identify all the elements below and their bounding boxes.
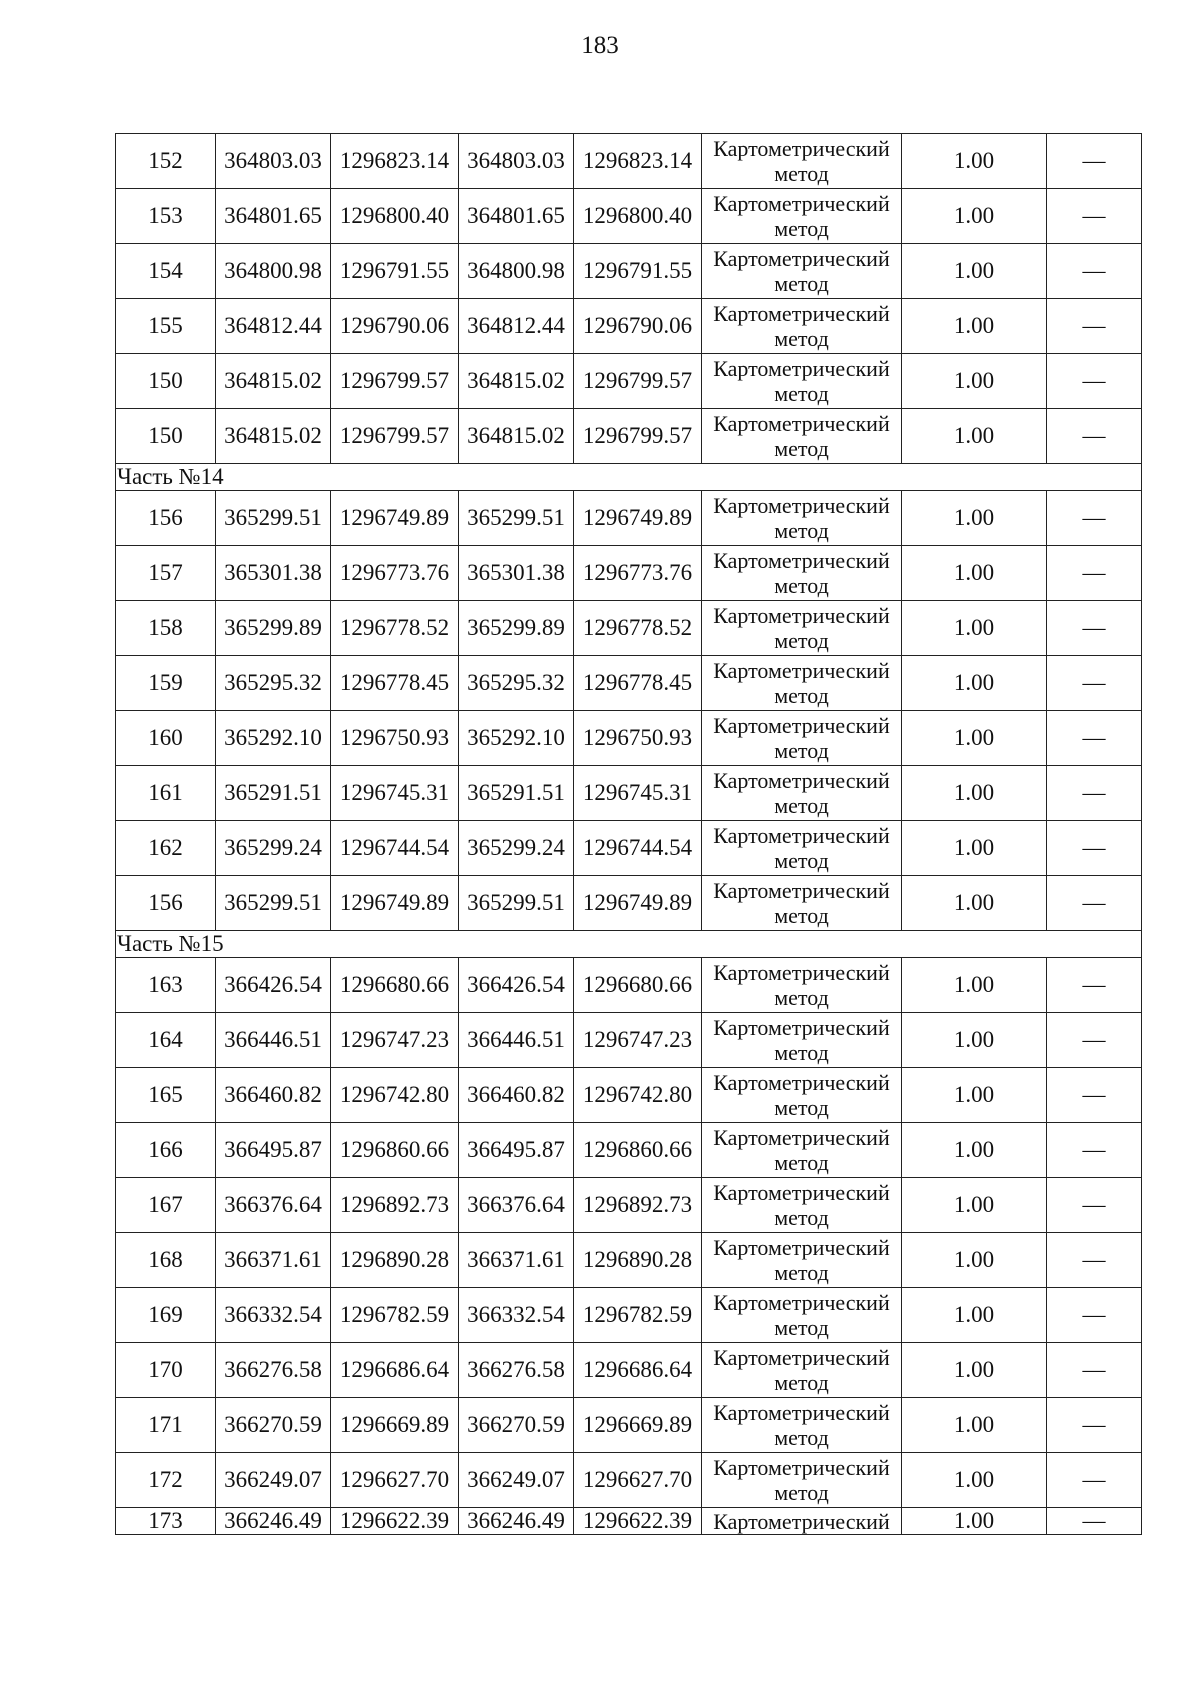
y-existing-cell: 1296790.06: [331, 299, 459, 354]
method-line-2: метод: [774, 326, 829, 351]
part-label: Часть №15: [116, 931, 1142, 958]
y-refined-cell: 1296799.57: [574, 354, 702, 409]
table-body: [116, 134, 1142, 1535]
table-row: [116, 1068, 1142, 1123]
y-existing-cell: 1296799.57: [331, 354, 459, 409]
method-line-2: метод: [774, 216, 829, 241]
dash-cell: —: [1047, 546, 1142, 601]
accuracy-cell: 1.00: [902, 354, 1047, 409]
table-row: [116, 299, 1142, 354]
method-line-2: метод: [774, 683, 829, 708]
y-existing-cell: 1296823.14: [331, 134, 459, 189]
point-number-cell: 156: [116, 491, 216, 546]
dash-cell: —: [1047, 1178, 1142, 1233]
method-line-2: метод: [774, 1480, 829, 1505]
x-refined-cell: 366446.51: [459, 1013, 574, 1068]
dash-cell: —: [1047, 1508, 1142, 1535]
method-cell: [702, 189, 902, 244]
x-existing-cell: 364803.03: [216, 134, 331, 189]
x-refined-cell: 364815.02: [459, 354, 574, 409]
method-cell: [702, 546, 902, 601]
y-refined-cell: 1296799.57: [574, 409, 702, 464]
x-refined-cell: 364815.02: [459, 409, 574, 464]
dash-cell: —: [1047, 821, 1142, 876]
table-row: [116, 656, 1142, 711]
table-row: [116, 876, 1142, 931]
method-cell: [702, 821, 902, 876]
accuracy-cell: 1.00: [902, 1508, 1047, 1535]
y-existing-cell: 1296622.39: [331, 1508, 459, 1535]
method-cell: [702, 1288, 902, 1343]
table-row: [116, 354, 1142, 409]
dash-cell: —: [1047, 766, 1142, 821]
x-existing-cell: 366276.58: [216, 1343, 331, 1398]
method-line-1: Картометрический: [713, 301, 890, 326]
method-line-1: Картометрический: [713, 1125, 890, 1150]
x-existing-cell: 365291.51: [216, 766, 331, 821]
table-row: [116, 821, 1142, 876]
y-refined-cell: 1296890.28: [574, 1233, 702, 1288]
method-cell: [702, 1013, 902, 1068]
method-line-2: метод: [774, 1370, 829, 1395]
method-cell: [702, 491, 902, 546]
dash-cell: —: [1047, 1013, 1142, 1068]
y-existing-cell: 1296892.73: [331, 1178, 459, 1233]
x-existing-cell: 366376.64: [216, 1178, 331, 1233]
y-refined-cell: 1296745.31: [574, 766, 702, 821]
y-existing-cell: 1296627.70: [331, 1453, 459, 1508]
point-number-cell: 167: [116, 1178, 216, 1233]
page-number: 183: [581, 32, 619, 59]
y-refined-cell: 1296680.66: [574, 958, 702, 1013]
method-line-1: Картометрический: [713, 713, 890, 738]
method-line-1: Картометрический: [713, 411, 890, 436]
method-line-2: метод: [774, 436, 829, 461]
method-line-1: Картометрический: [713, 191, 890, 216]
x-existing-cell: 366446.51: [216, 1013, 331, 1068]
y-refined-cell: 1296742.80: [574, 1068, 702, 1123]
x-existing-cell: 365295.32: [216, 656, 331, 711]
y-existing-cell: 1296800.40: [331, 189, 459, 244]
x-existing-cell: 366371.61: [216, 1233, 331, 1288]
table-row: [116, 766, 1142, 821]
method-cell: [702, 1398, 902, 1453]
method-line-2: метод: [774, 793, 829, 818]
x-existing-cell: 365292.10: [216, 711, 331, 766]
method-cell: [702, 1453, 902, 1508]
part-header-row: [116, 931, 1142, 958]
dash-cell: —: [1047, 134, 1142, 189]
point-number-cell: 157: [116, 546, 216, 601]
point-number-cell: 158: [116, 601, 216, 656]
x-refined-cell: 364803.03: [459, 134, 574, 189]
dash-cell: —: [1047, 1343, 1142, 1398]
point-number-cell: 155: [116, 299, 216, 354]
method-line-1: Картометрический: [713, 658, 890, 683]
accuracy-cell: 1.00: [902, 1123, 1047, 1178]
x-refined-cell: 365299.51: [459, 491, 574, 546]
point-number-cell: 171: [116, 1398, 216, 1453]
table-row: [116, 1398, 1142, 1453]
method-line-2: метод: [774, 628, 829, 653]
table-row: [116, 1453, 1142, 1508]
x-existing-cell: 364812.44: [216, 299, 331, 354]
y-existing-cell: 1296778.52: [331, 601, 459, 656]
x-existing-cell: 366246.49: [216, 1508, 331, 1535]
method-line-2: метод: [774, 381, 829, 406]
table-row: [116, 244, 1142, 299]
x-refined-cell: 366270.59: [459, 1398, 574, 1453]
table-row: [116, 1288, 1142, 1343]
x-existing-cell: 366249.07: [216, 1453, 331, 1508]
point-number-cell: 173: [116, 1508, 216, 1535]
y-refined-cell: 1296800.40: [574, 189, 702, 244]
x-refined-cell: 366276.58: [459, 1343, 574, 1398]
method-line-1: Картометрический: [713, 548, 890, 573]
method-cell: [702, 656, 902, 711]
x-existing-cell: 365299.51: [216, 491, 331, 546]
accuracy-cell: 1.00: [902, 244, 1047, 299]
method-cell: [702, 1123, 902, 1178]
dash-cell: —: [1047, 876, 1142, 931]
method-line-2: метод: [774, 518, 829, 543]
method-cell: [702, 1068, 902, 1123]
x-refined-cell: 365291.51: [459, 766, 574, 821]
point-number-cell: 165: [116, 1068, 216, 1123]
y-existing-cell: 1296890.28: [331, 1233, 459, 1288]
y-refined-cell: 1296860.66: [574, 1123, 702, 1178]
x-refined-cell: 366426.54: [459, 958, 574, 1013]
method-cell: [702, 354, 902, 409]
accuracy-cell: 1.00: [902, 1178, 1047, 1233]
method-cell: [702, 766, 902, 821]
table-row: [116, 189, 1142, 244]
y-existing-cell: 1296860.66: [331, 1123, 459, 1178]
y-existing-cell: 1296747.23: [331, 1013, 459, 1068]
method-line-2: метод: [774, 573, 829, 598]
accuracy-cell: 1.00: [902, 546, 1047, 601]
x-existing-cell: 364815.02: [216, 409, 331, 464]
method-line-1: Картометрический: [713, 356, 890, 381]
point-number-cell: 154: [116, 244, 216, 299]
accuracy-cell: 1.00: [902, 876, 1047, 931]
method-line-1: Картометрический: [713, 1070, 890, 1095]
point-number-cell: 150: [116, 409, 216, 464]
y-existing-cell: 1296749.89: [331, 491, 459, 546]
y-refined-cell: 1296744.54: [574, 821, 702, 876]
accuracy-cell: 1.00: [902, 958, 1047, 1013]
point-number-cell: 159: [116, 656, 216, 711]
accuracy-cell: 1.00: [902, 1453, 1047, 1508]
y-existing-cell: 1296749.89: [331, 876, 459, 931]
x-existing-cell: 364800.98: [216, 244, 331, 299]
x-existing-cell: 366495.87: [216, 1123, 331, 1178]
x-refined-cell: 365299.51: [459, 876, 574, 931]
method-cell: [702, 958, 902, 1013]
table-row: [116, 134, 1142, 189]
y-refined-cell: 1296749.89: [574, 876, 702, 931]
method-cell: [702, 1233, 902, 1288]
y-refined-cell: 1296749.89: [574, 491, 702, 546]
table-row: [116, 546, 1142, 601]
dash-cell: —: [1047, 711, 1142, 766]
y-existing-cell: 1296778.45: [331, 656, 459, 711]
method-cell: [702, 601, 902, 656]
dash-cell: —: [1047, 1288, 1142, 1343]
x-refined-cell: 365299.89: [459, 601, 574, 656]
accuracy-cell: 1.00: [902, 1398, 1047, 1453]
dash-cell: —: [1047, 189, 1142, 244]
method-line-1: Картометрический: [713, 960, 890, 985]
x-refined-cell: 364801.65: [459, 189, 574, 244]
table-row: [116, 1508, 1142, 1535]
point-number-cell: 169: [116, 1288, 216, 1343]
accuracy-cell: 1.00: [902, 711, 1047, 766]
method-line-1: Картометрический: [713, 823, 890, 848]
accuracy-cell: 1.00: [902, 656, 1047, 711]
x-refined-cell: 365292.10: [459, 711, 574, 766]
method-line-1: Картометрический: [713, 493, 890, 518]
x-refined-cell: 364812.44: [459, 299, 574, 354]
x-refined-cell: 364800.98: [459, 244, 574, 299]
y-refined-cell: 1296622.39: [574, 1508, 702, 1535]
method-line-1: Картометрический: [713, 1345, 890, 1370]
y-refined-cell: 1296892.73: [574, 1178, 702, 1233]
x-existing-cell: 366460.82: [216, 1068, 331, 1123]
method-line-2: метод: [774, 1095, 829, 1120]
method-line-2: метод: [774, 903, 829, 928]
x-existing-cell: 365299.89: [216, 601, 331, 656]
method-line-1: Картометрический: [713, 246, 890, 271]
dash-cell: —: [1047, 409, 1142, 464]
table-row: [116, 1123, 1142, 1178]
method-cell: [702, 409, 902, 464]
dash-cell: —: [1047, 244, 1142, 299]
x-refined-cell: 365301.38: [459, 546, 574, 601]
x-refined-cell: 366376.64: [459, 1178, 574, 1233]
method-line-2: метод: [774, 1315, 829, 1340]
y-existing-cell: 1296799.57: [331, 409, 459, 464]
dash-cell: —: [1047, 958, 1142, 1013]
y-existing-cell: 1296791.55: [331, 244, 459, 299]
point-number-cell: 162: [116, 821, 216, 876]
method-line-2: метод: [774, 1260, 829, 1285]
dash-cell: —: [1047, 491, 1142, 546]
method-cell: [702, 1178, 902, 1233]
part-header-row: [116, 464, 1142, 491]
accuracy-cell: 1.00: [902, 601, 1047, 656]
x-existing-cell: 365299.51: [216, 876, 331, 931]
y-existing-cell: 1296773.76: [331, 546, 459, 601]
y-refined-cell: 1296778.52: [574, 601, 702, 656]
accuracy-cell: 1.00: [902, 299, 1047, 354]
x-refined-cell: 366371.61: [459, 1233, 574, 1288]
point-number-cell: 164: [116, 1013, 216, 1068]
y-existing-cell: 1296742.80: [331, 1068, 459, 1123]
method-line-1: Картометрический: [713, 1290, 890, 1315]
x-refined-cell: 366246.49: [459, 1508, 574, 1535]
method-line-1: Картометрический: [713, 1455, 890, 1480]
dash-cell: —: [1047, 1398, 1142, 1453]
method-cell: [702, 244, 902, 299]
accuracy-cell: 1.00: [902, 1233, 1047, 1288]
x-refined-cell: 366460.82: [459, 1068, 574, 1123]
x-refined-cell: 366249.07: [459, 1453, 574, 1508]
method-line-1: Картометрический: [713, 1180, 890, 1205]
y-existing-cell: 1296669.89: [331, 1398, 459, 1453]
method-line-1: Картометрический: [713, 603, 890, 628]
accuracy-cell: 1.00: [902, 1288, 1047, 1343]
method-line-1: Картометрический: [713, 1508, 890, 1534]
point-number-cell: 163: [116, 958, 216, 1013]
accuracy-cell: 1.00: [902, 821, 1047, 876]
method-line-1: Картометрический: [713, 136, 890, 161]
x-refined-cell: 365299.24: [459, 821, 574, 876]
dash-cell: —: [1047, 1123, 1142, 1178]
x-existing-cell: 366426.54: [216, 958, 331, 1013]
point-number-cell: 170: [116, 1343, 216, 1398]
table-row: [116, 1233, 1142, 1288]
accuracy-cell: 1.00: [902, 1343, 1047, 1398]
dash-cell: —: [1047, 656, 1142, 711]
point-number-cell: 150: [116, 354, 216, 409]
table-row: [116, 601, 1142, 656]
x-refined-cell: 366495.87: [459, 1123, 574, 1178]
accuracy-cell: 1.00: [902, 189, 1047, 244]
y-refined-cell: 1296778.45: [574, 656, 702, 711]
y-refined-cell: 1296747.23: [574, 1013, 702, 1068]
method-line-2: метод: [774, 985, 829, 1010]
dash-cell: —: [1047, 1233, 1142, 1288]
y-refined-cell: 1296790.06: [574, 299, 702, 354]
y-refined-cell: 1296773.76: [574, 546, 702, 601]
method-line-1: Картометрический: [713, 1235, 890, 1260]
point-number-cell: 152: [116, 134, 216, 189]
accuracy-cell: 1.00: [902, 409, 1047, 464]
method-line-2: метод: [774, 1205, 829, 1230]
method-line-1: Картометрический: [713, 1400, 890, 1425]
y-refined-cell: 1296750.93: [574, 711, 702, 766]
y-refined-cell: 1296627.70: [574, 1453, 702, 1508]
point-number-cell: 161: [116, 766, 216, 821]
accuracy-cell: 1.00: [902, 1068, 1047, 1123]
table-row: [116, 958, 1142, 1013]
method-cell: [702, 1343, 902, 1398]
accuracy-cell: 1.00: [902, 134, 1047, 189]
method-line-2: метод: [774, 1425, 829, 1450]
y-existing-cell: 1296750.93: [331, 711, 459, 766]
dash-cell: —: [1047, 299, 1142, 354]
dash-cell: —: [1047, 1068, 1142, 1123]
x-existing-cell: 364801.65: [216, 189, 331, 244]
method-line-2: метод: [774, 1040, 829, 1065]
x-existing-cell: 365301.38: [216, 546, 331, 601]
x-existing-cell: 366270.59: [216, 1398, 331, 1453]
x-refined-cell: 365295.32: [459, 656, 574, 711]
table-row: [116, 1013, 1142, 1068]
y-refined-cell: 1296669.89: [574, 1398, 702, 1453]
dash-cell: —: [1047, 1453, 1142, 1508]
y-refined-cell: 1296823.14: [574, 134, 702, 189]
method-cell: [702, 299, 902, 354]
dash-cell: —: [1047, 354, 1142, 409]
method-line-2: метод: [774, 271, 829, 296]
method-cell: [702, 876, 902, 931]
y-refined-cell: 1296686.64: [574, 1343, 702, 1398]
method-line-1: Картометрический: [713, 1015, 890, 1040]
method-line-1: Картометрический: [713, 768, 890, 793]
y-existing-cell: 1296680.66: [331, 958, 459, 1013]
x-refined-cell: 366332.54: [459, 1288, 574, 1343]
method-cell: [702, 1508, 902, 1535]
x-existing-cell: 365299.24: [216, 821, 331, 876]
method-line-2: метод: [774, 848, 829, 873]
x-existing-cell: 364815.02: [216, 354, 331, 409]
dash-cell: —: [1047, 601, 1142, 656]
point-number-cell: 153: [116, 189, 216, 244]
accuracy-cell: 1.00: [902, 766, 1047, 821]
table-row: [116, 491, 1142, 546]
y-refined-cell: 1296791.55: [574, 244, 702, 299]
point-number-cell: 156: [116, 876, 216, 931]
y-existing-cell: 1296745.31: [331, 766, 459, 821]
coordinates-table: [115, 133, 1142, 1535]
point-number-cell: 172: [116, 1453, 216, 1508]
accuracy-cell: 1.00: [902, 1013, 1047, 1068]
method-line-2: метод: [774, 161, 829, 186]
y-existing-cell: 1296686.64: [331, 1343, 459, 1398]
method-line-2: метод: [774, 738, 829, 763]
method-cell: [702, 134, 902, 189]
table-row: [116, 409, 1142, 464]
x-existing-cell: 366332.54: [216, 1288, 331, 1343]
table-row: [116, 1343, 1142, 1398]
table-row: [116, 711, 1142, 766]
accuracy-cell: 1.00: [902, 491, 1047, 546]
part-label: Часть №14: [116, 464, 1142, 491]
y-existing-cell: 1296744.54: [331, 821, 459, 876]
method-line-1: Картометрический: [713, 878, 890, 903]
y-refined-cell: 1296782.59: [574, 1288, 702, 1343]
table-row: [116, 1178, 1142, 1233]
y-existing-cell: 1296782.59: [331, 1288, 459, 1343]
point-number-cell: 168: [116, 1233, 216, 1288]
point-number-cell: 166: [116, 1123, 216, 1178]
method-cell: [702, 711, 902, 766]
point-number-cell: 160: [116, 711, 216, 766]
method-line-2: метод: [774, 1150, 829, 1175]
